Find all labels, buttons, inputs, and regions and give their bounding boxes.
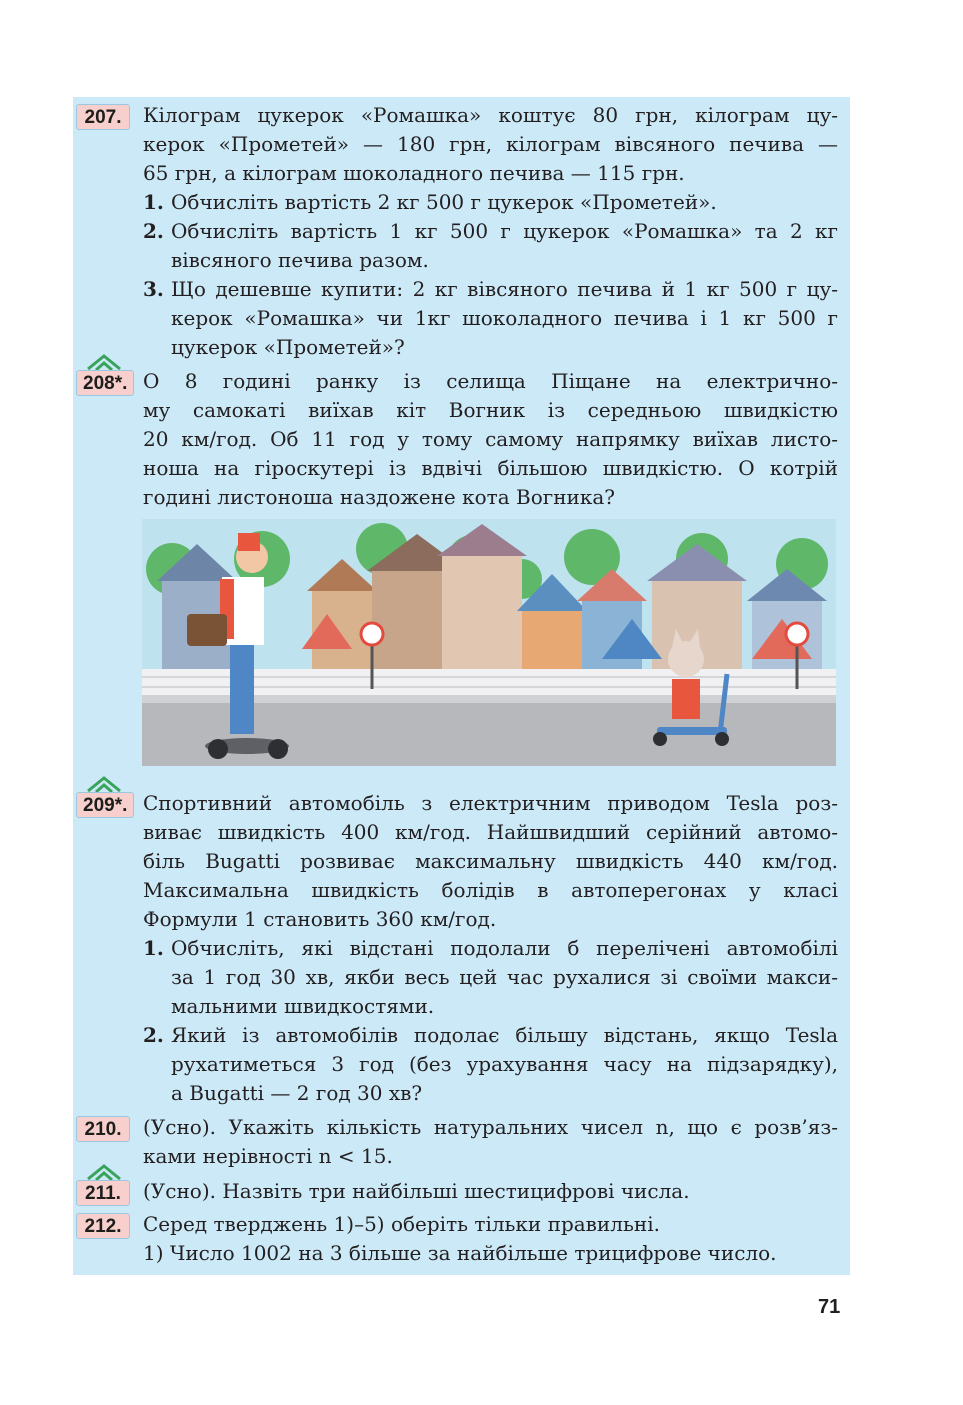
text-line: за 1 год 30 хв, якби весь цей час рухалися зі своїми макси- [171,965,838,989]
text-line: Обчисліть вартість 2 кг 500 г цукерок «Прометей». [171,190,717,214]
home-icon [86,1163,122,1181]
text-line: вівсяного печива разом. [171,248,429,272]
text-line: ками нерівності n < 15. [143,1144,393,1168]
text-line: Обчисліть вартість 1 кг 500 г цукерок «Ромашка» та 2 кг [171,219,838,243]
text-line: виває швидкість 400 км/год. Найшвидший серійний автомо- [143,820,838,844]
text-line: 65 грн, а кілограм шоколадного печива — 115 грн. [143,161,685,185]
home-icon [86,353,122,371]
text-line: Формули 1 становить 360 км/год. [143,907,497,931]
text-line: рухатиметься 3 год (без урахування часу на підзарядку), [171,1052,838,1076]
text-line: керок «Прометей» — 180 грн, кілограм вівсяного печива — [143,132,838,156]
text-line: (Усно). Укажіть кількість натуральних чисел n, що є розв’яз- [143,1115,838,1139]
text-line: цукерок «Прометей»? [171,335,405,359]
home-icon [86,775,122,793]
page-number: 71 [818,1296,841,1318]
text-line: (Усно). Назвіть три найбільші шестицифрові числа. [143,1179,690,1203]
problem-number-209: 209*. [76,792,134,818]
item-label: 2. [143,219,164,243]
item-label: 3. [143,277,164,301]
text-line: Максимальна швидкість болідів в автоперегонах у класі [143,878,838,902]
text-line: ноша на гіроскутері із вдвічі більшою швидкістю. О котрій [143,456,838,480]
text-line: Серед тверджень 1)–5) оберіть тільки правильні. [143,1212,660,1236]
text-line: біль Bugatti розвиває максимальну швидкість 440 км/год. [143,849,838,873]
text-line: Кілограм цукерок «Ромашка» коштує 80 грн, кілограм цу- [143,103,838,127]
text-line: мальними швидкостями. [171,994,435,1018]
item-label: 2. [143,1023,164,1047]
problem-number-210: 210. [76,1116,130,1142]
problem-number-208: 208*. [76,370,134,396]
text-line: Обчисліть, які відстані подолали б перелічені автомобілі [171,936,838,960]
street-illustration [142,519,836,766]
text-line: 20 км/год. Об 11 год у тому самому напрямку виїхав листо- [143,427,838,451]
text-line: а Bugatti — 2 год 30 хв? [171,1081,423,1105]
text-line: годині листоноша наздожене кота Вогника? [143,485,616,509]
text-line: О 8 годині ранку із селища Піщане на електрично- [143,369,838,393]
text-line: Який із автомобілів подолає більшу відстань, якщо Tesla [171,1023,838,1047]
item-label: 1. [143,190,164,214]
problem-number-212: 212. [76,1213,130,1239]
text-line: 1) Число 1002 на 3 більше за найбільше трицифрове число. [143,1241,777,1265]
item-label: 1. [143,936,164,960]
problem-number-207: 207. [76,104,130,130]
problem-number-211: 211. [76,1180,130,1206]
text-line: Що дешевше купити: 2 кг вівсяного печива й 1 кг 500 г цу- [171,277,838,301]
text-line: керок «Ромашка» чи 1кг шоколадного печива і 1 кг 500 г [171,306,838,330]
text-line: му самокаті виїхав кіт Вогник із середньою швидкістю [143,398,838,422]
text-line: Спортивний автомобіль з електричним приводом Tesla роз- [143,791,838,815]
